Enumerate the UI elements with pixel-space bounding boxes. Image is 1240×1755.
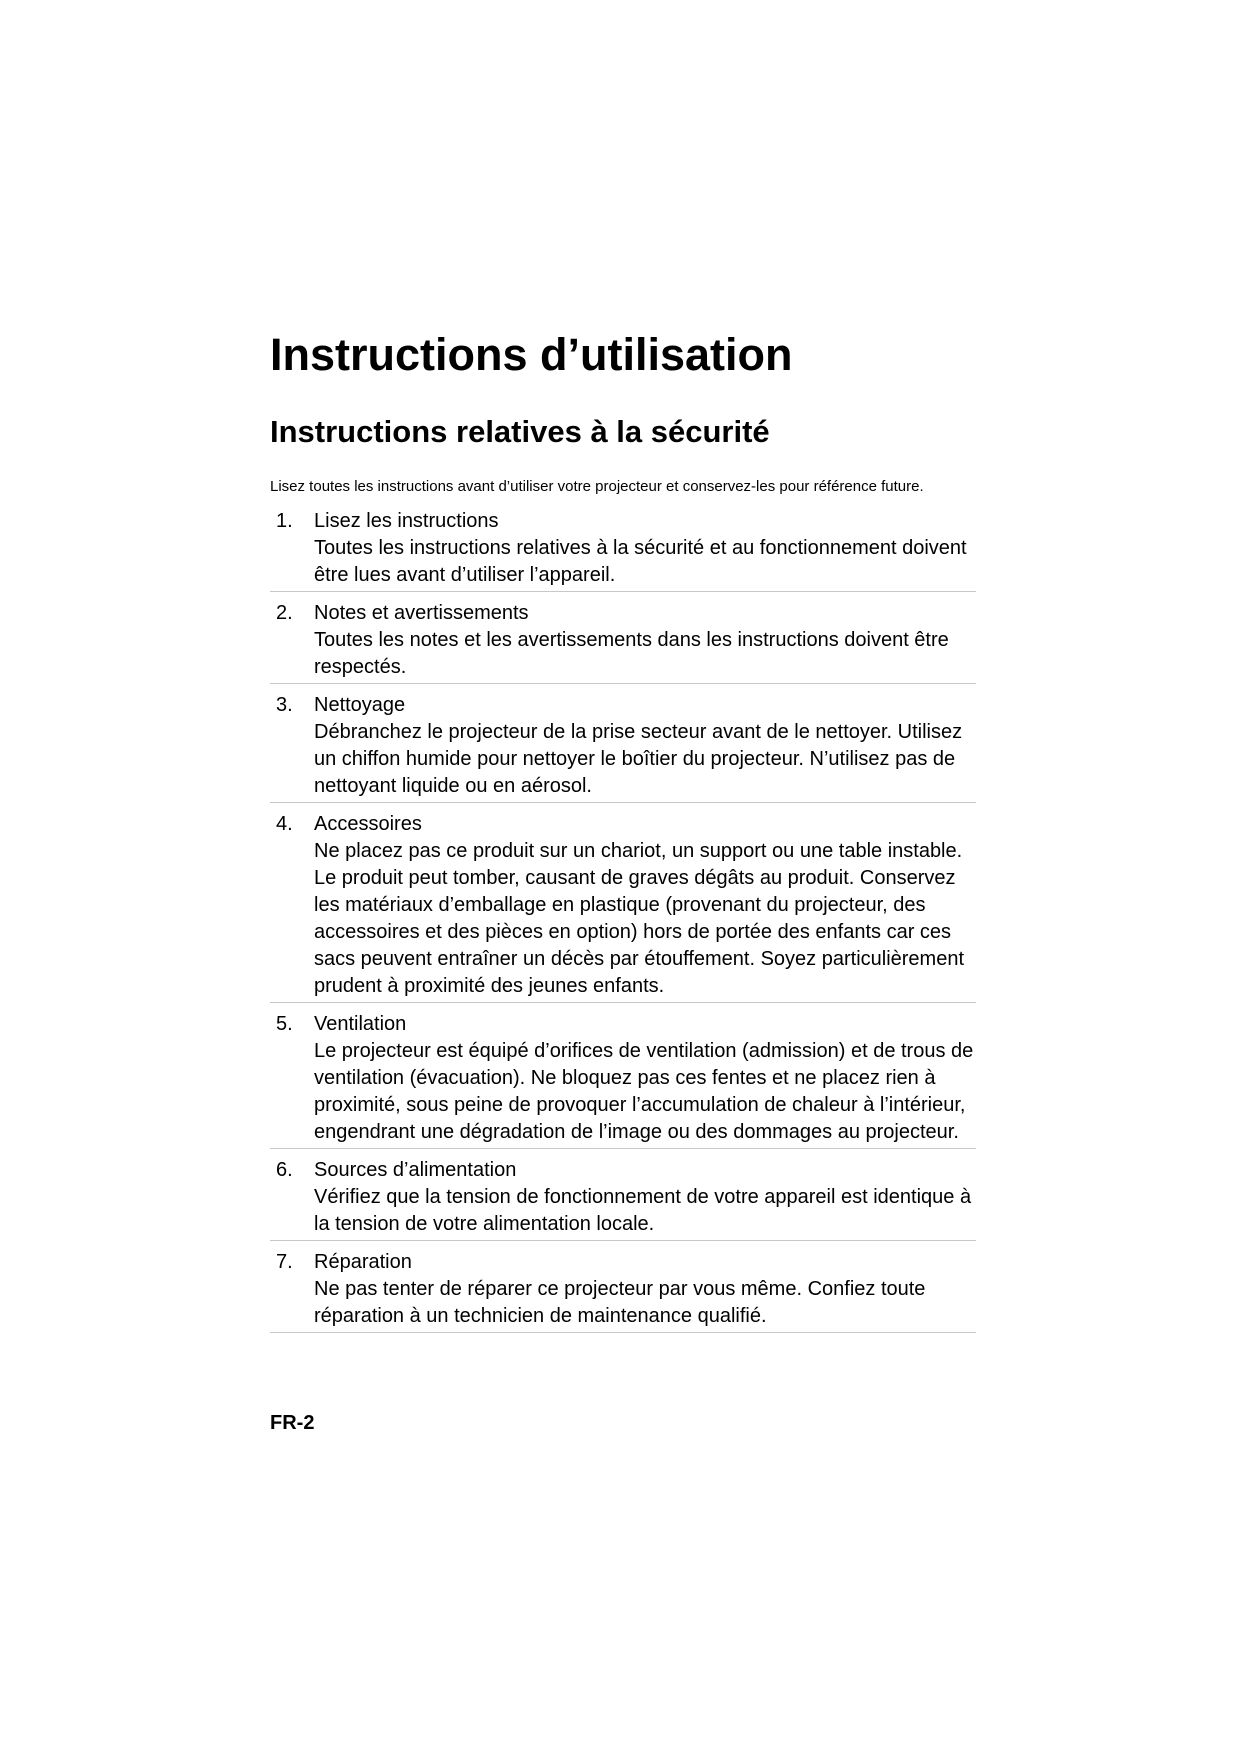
item-title: Ventilation — [314, 1013, 407, 1035]
item-body: Débranchez le projecteur de la prise secteur avant de le nettoyer. Utilisez un chiffon humide pour nettoyer le boîtier du projecteur. N’utilisez pas de nettoyant liquide ou en aérosol. — [314, 721, 963, 797]
item-number: 7. — [276, 1251, 293, 1273]
item-title: Sources d’alimentation — [314, 1159, 517, 1181]
list-item — [270, 803, 976, 1003]
item-text — [314, 1011, 976, 1146]
page-number: FR-2 — [270, 1412, 315, 1434]
item-text — [314, 811, 976, 1000]
safety-instructions-list — [270, 507, 976, 1333]
item-text — [314, 508, 976, 589]
item-title: Réparation — [314, 1251, 412, 1273]
section-title: Instructions relatives à la sécurité — [270, 414, 770, 449]
item-number: 3. — [276, 694, 293, 716]
list-item — [270, 1241, 976, 1333]
item-text — [314, 1249, 976, 1330]
list-item — [270, 684, 976, 803]
item-body: Vérifiez que la tension de fonctionnement de votre appareil est identique à la tension de votre alimentation locale. — [314, 1186, 972, 1235]
item-body: Le projecteur est équipé d’orifices de ventilation (admission) et de trous de ventilation (évacuation). Ne bloquez pas ces fentes et ne placez rien à proximité, sous peine de provoquer l’accumulation de chaleur à l’intérieur, engendrant une dégradation de l’image ou des dommages au projecteur. — [314, 1040, 974, 1143]
item-number: 5. — [276, 1013, 293, 1035]
item-text — [314, 1157, 976, 1238]
list-item — [270, 507, 976, 592]
item-text — [314, 692, 976, 800]
item-body: Ne placez pas ce produit sur un chariot, un support ou une table instable. Le produit peut tomber, causant de graves dégâts au produit. Conservez les matériaux d’emballage en plastique (provenant du projecteur, des accessoires et des pièces en option) hors de portée des enfants car ces sacs peuvent entraîner un décès par étouffement. Soyez particulièrement prudent à proximité des jeunes enfants. — [314, 840, 965, 997]
page-title: Instructions d’utilisation — [270, 329, 793, 380]
item-number: 1. — [276, 510, 293, 532]
intro-paragraph: Lisez toutes les instructions avant d’utiliser votre projecteur et conservez-les pour référence future. — [270, 478, 924, 495]
item-body: Toutes les instructions relatives à la sécurité et au fonctionnement doivent être lues avant d’utiliser l’appareil. — [314, 537, 967, 586]
item-body: Toutes les notes et les avertissements dans les instructions doivent être respectés. — [314, 629, 949, 678]
item-title: Nettoyage — [314, 694, 406, 716]
item-body: Ne pas tenter de réparer ce projecteur par vous même. Confiez toute réparation à un technicien de maintenance qualifié. — [314, 1278, 926, 1327]
item-title: Notes et avertissements — [314, 602, 529, 624]
list-item — [270, 1003, 976, 1149]
item-number: 6. — [276, 1159, 293, 1181]
list-item — [270, 592, 976, 684]
item-text — [314, 600, 976, 681]
item-title: Lisez les instructions — [314, 510, 499, 532]
list-item — [270, 1149, 976, 1241]
item-number: 2. — [276, 602, 293, 624]
page-content — [270, 325, 976, 1333]
item-title: Accessoires — [314, 813, 422, 835]
item-number: 4. — [276, 813, 293, 835]
